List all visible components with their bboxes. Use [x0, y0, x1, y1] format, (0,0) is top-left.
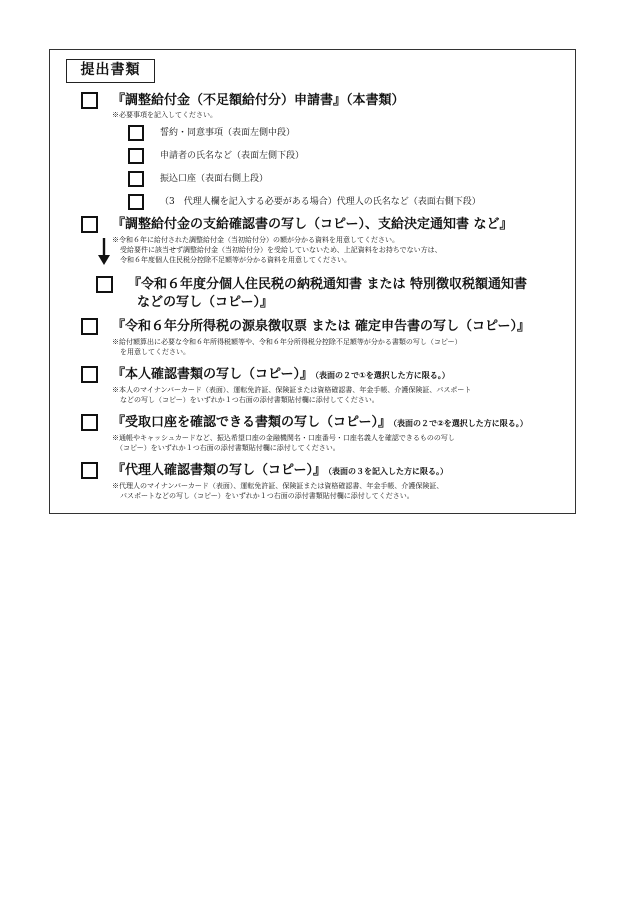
- note-identity-document-2: などの写し（コピー）をいずれか１つ右面の添付書類貼付欄に添付してください。: [120, 396, 379, 404]
- heading-account-document: [112, 415, 528, 432]
- checkbox-proxy-document[interactable]: [81, 462, 98, 479]
- account-document-title: 『受取口座を確認できる書類の写し（コピー）』: [112, 415, 391, 430]
- note-proxy-document-1: ※代理人のマイナンバーカード（表面）、運転免許証、保険証または資格確認書、年金手帳、介護保険証、: [112, 482, 444, 490]
- checkbox-resident-tax-notice[interactable]: [96, 276, 113, 293]
- note-withholding-slip-1: ※給付額算出に必要な令和６年所得税額等や、令和６年分所得税分控除不足額等が分かる書類の写し（コピー）: [112, 338, 462, 346]
- identity-document-title: 『本人確認書類の写し（コピー）』: [112, 367, 313, 382]
- note-confirmation-notice-2: 受給要件に該当せず調整給付金（当初給付分）を受給していないため、上記資料をお持ちでない方は、: [120, 246, 442, 254]
- note-proxy-document-2: パスポートなどの写し（コピー）をいずれか１つ右面の添付書類貼付欄に添付してください。: [120, 492, 414, 500]
- subitem-applicant-name: 申請者の氏名など（表面左側下段）: [160, 151, 305, 161]
- proxy-document-title: 『代理人確認書類の写し（コピー）』: [112, 463, 326, 478]
- checkbox-account-document[interactable]: [81, 414, 98, 431]
- note-application-form: ※必要事項を記入してください。: [112, 111, 217, 119]
- checkbox-withholding-slip[interactable]: [81, 318, 98, 335]
- account-document-condition: （表面の２で②を選択した方に限る。）: [392, 419, 528, 428]
- checkbox-sub-bank-account[interactable]: [128, 171, 144, 187]
- checkbox-application-form[interactable]: [81, 92, 98, 109]
- heading-resident-tax-notice-line1: 『令和６年度分個人住民税の納税通知書 または 特別徴収税額通知書: [128, 277, 528, 292]
- heading-proxy-document: [112, 463, 448, 480]
- checkbox-sub-pledge[interactable]: [128, 125, 144, 141]
- heading-confirmation-notice: 『調整給付金の支給確認書の写し（コピー）、支給決定通知書 など』: [112, 217, 513, 232]
- heading-resident-tax-notice-line2: などの写し（コピー）』: [137, 295, 273, 310]
- heading-identity-document: [112, 367, 450, 384]
- subitem-bank-account: 振込口座（表面右側上段）: [160, 174, 269, 184]
- checkbox-sub-applicant-name[interactable]: [128, 148, 144, 164]
- proxy-document-condition: （表面の３を記入した方に限る。）: [327, 467, 448, 476]
- note-identity-document-1: ※本人のマイナンバーカード（表面）、運転免許証、保険証または資格確認書、年金手帳、介護保険証、パスポート: [112, 386, 472, 394]
- note-confirmation-notice-3: 令和６年度個人住民税分控除不足額等が分かる資料を用意してください。: [120, 256, 351, 264]
- section-title: 提出書類: [66, 59, 155, 83]
- checkbox-confirmation-notice[interactable]: [81, 216, 98, 233]
- checkbox-sub-proxy-name[interactable]: [128, 194, 144, 210]
- required-documents-frame: [49, 49, 576, 514]
- subitem-pledge: 誓約・同意事項（表面左側中段）: [160, 128, 296, 138]
- down-arrow-icon: [98, 238, 110, 265]
- heading-withholding-slip: 『令和６年分所得税の源泉徴収票 または 確定申告書の写し（コピー）』: [112, 319, 531, 334]
- note-withholding-slip-2: を用意してください。: [120, 348, 190, 356]
- identity-document-condition: （表面の２で①を選択した方に限る。）: [314, 371, 450, 380]
- subitem-proxy-name: （3 代理人欄を記入する必要がある場合）代理人の氏名など（表面右側下段）: [160, 197, 481, 207]
- heading-application-form: 『調整給付金（不足額給付分）申請書』（本書類）: [112, 93, 405, 108]
- checkbox-identity-document[interactable]: [81, 366, 98, 383]
- note-account-document-2: （コピー）をいずれか１つ右面の添付書類貼付欄に添付してください。: [116, 444, 340, 452]
- note-account-document-1: ※通帳やキャッシュカードなど、振込希望口座の金融機関名・口座番号・口座名義人を確認できるものの写し: [112, 434, 455, 442]
- note-confirmation-notice-1: ※令和６年に給付された調整給付金（当初給付分）の額が分かる資料を用意してください。: [112, 236, 399, 244]
